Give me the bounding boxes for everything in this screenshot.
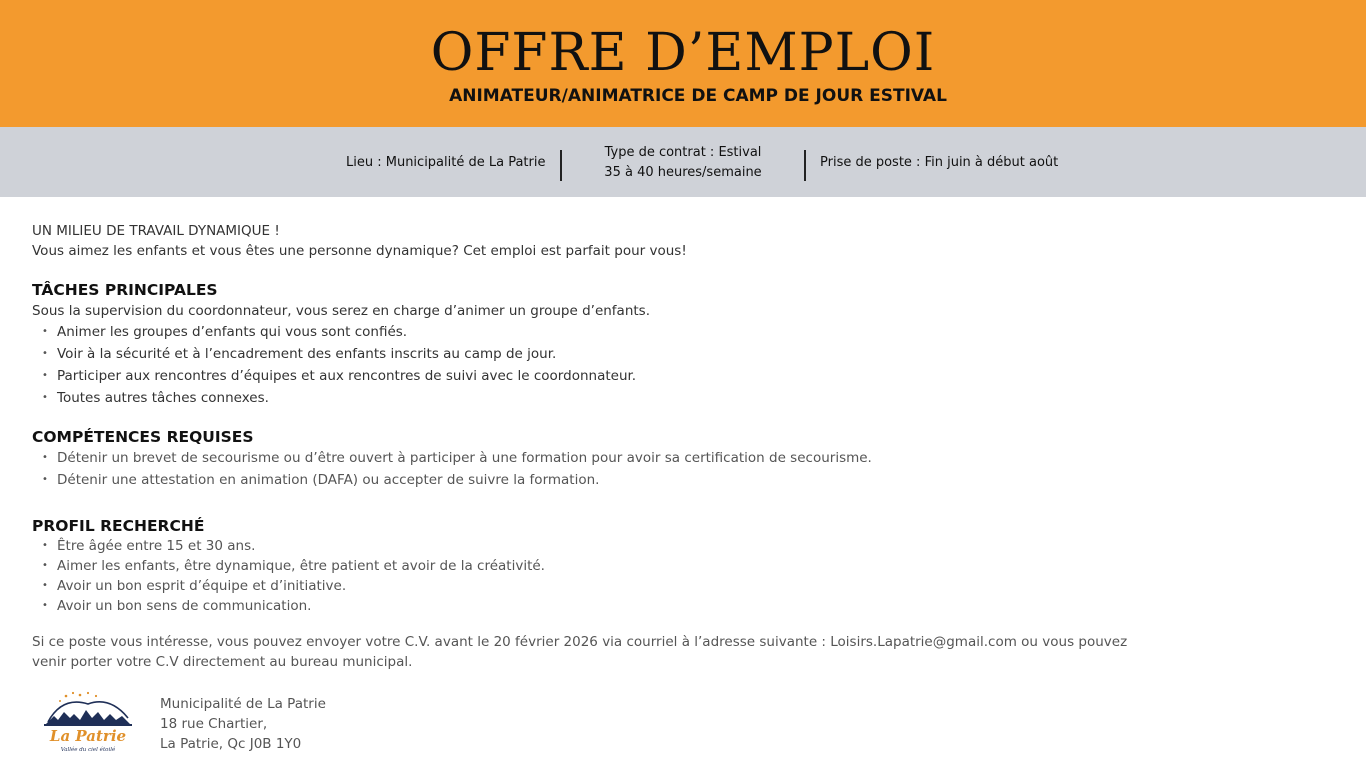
info-start: Prise de poste : Fin juin à début août (820, 155, 1059, 170)
info-location: Lieu : Municipalité de La Patrie (346, 155, 546, 170)
address-line: 18 rue Chartier, (160, 716, 268, 732)
competences-list (32, 447, 1332, 491)
address-line: Municipalité de La Patrie (160, 696, 326, 712)
info-contract-type: Type de contrat : Estival (604, 145, 762, 160)
list-item: • Détenir une attestation en animation (DAFA) ou accepter de suivre la formation. (32, 469, 1332, 491)
intro-text: Vous aimez les enfants et vous êtes une personne dynamique? Cet emploi est parfait pour vous! (32, 243, 687, 259)
address-line: La Patrie, Qc J0B 1Y0 (160, 736, 302, 752)
list-item: • Avoir un bon sens de communication. (32, 596, 1332, 616)
closing-line-1: Si ce poste vous intéresse, vous pouvez envoyer votre C.V. avant le 20 février 2026 via courriel à l’adresse suivante : Loisirs.Lapatrie@gmail.com ou vous pouvez (32, 634, 1128, 650)
list-item: • Aimer les enfants, être dynamique, être patient et avoir de la créativité. (32, 556, 1332, 576)
section-title-profil: PROFIL RECHERCHÉ (32, 517, 205, 535)
info-bar (0, 127, 1366, 197)
section-title-taches: TÂCHES PRINCIPALES (32, 281, 218, 299)
info-divider (804, 150, 806, 181)
intro-heading: UN MILIEU DE TRAVAIL DYNAMIQUE ! (32, 223, 280, 239)
la-patrie-logo (40, 690, 140, 756)
info-contract-hours: 35 à 40 heures/semaine (604, 165, 762, 180)
address-block (160, 694, 326, 754)
job-subtitle: ANIMATEUR/ANIMATRICE DE CAMP DE JOUR ESTIVAL (449, 86, 947, 106)
section-title-competences: COMPÉTENCES REQUISES (32, 428, 254, 446)
list-item: • Être âgée entre 15 et 30 ans. (32, 536, 1332, 556)
job-content (32, 221, 1332, 672)
taches-list (32, 321, 1332, 409)
info-divider (560, 150, 562, 181)
list-item: • Animer les groupes d’enfants qui vous sont confiés. (32, 321, 1332, 343)
la-patrie-logo-graphic (40, 690, 140, 756)
list-item: • Participer aux rencontres d’équipes et aux rencontres de suivi avec le coordonnateur. (32, 365, 1332, 387)
taches-intro: Sous la supervision du coordonnateur, vous serez en charge d’animer un groupe d’enfants. (32, 303, 651, 319)
list-item: • Avoir un bon esprit d’équipe et d’initiative. (32, 576, 1332, 596)
profil-list (32, 536, 1332, 616)
header-banner (0, 0, 1366, 127)
list-item: • Détenir un brevet de secourisme ou d’être ouvert à participer à une formation pour avoir sa certification de secourisme. (32, 447, 1332, 469)
list-item: • Voir à la sécurité et à l’encadrement des enfants inscrits au camp de jour. (32, 343, 1332, 365)
list-item: • Toutes autres tâches connexes. (32, 387, 1332, 409)
closing-line-2: venir porter votre C.V directement au bureau municipal. (32, 654, 413, 670)
logo-tagline: Vallée du ciel étoilé (60, 747, 116, 753)
page-title: OFFRE D’EMPLOI (430, 23, 936, 83)
logo-name: La Patrie (49, 727, 127, 745)
info-contract (598, 143, 768, 183)
